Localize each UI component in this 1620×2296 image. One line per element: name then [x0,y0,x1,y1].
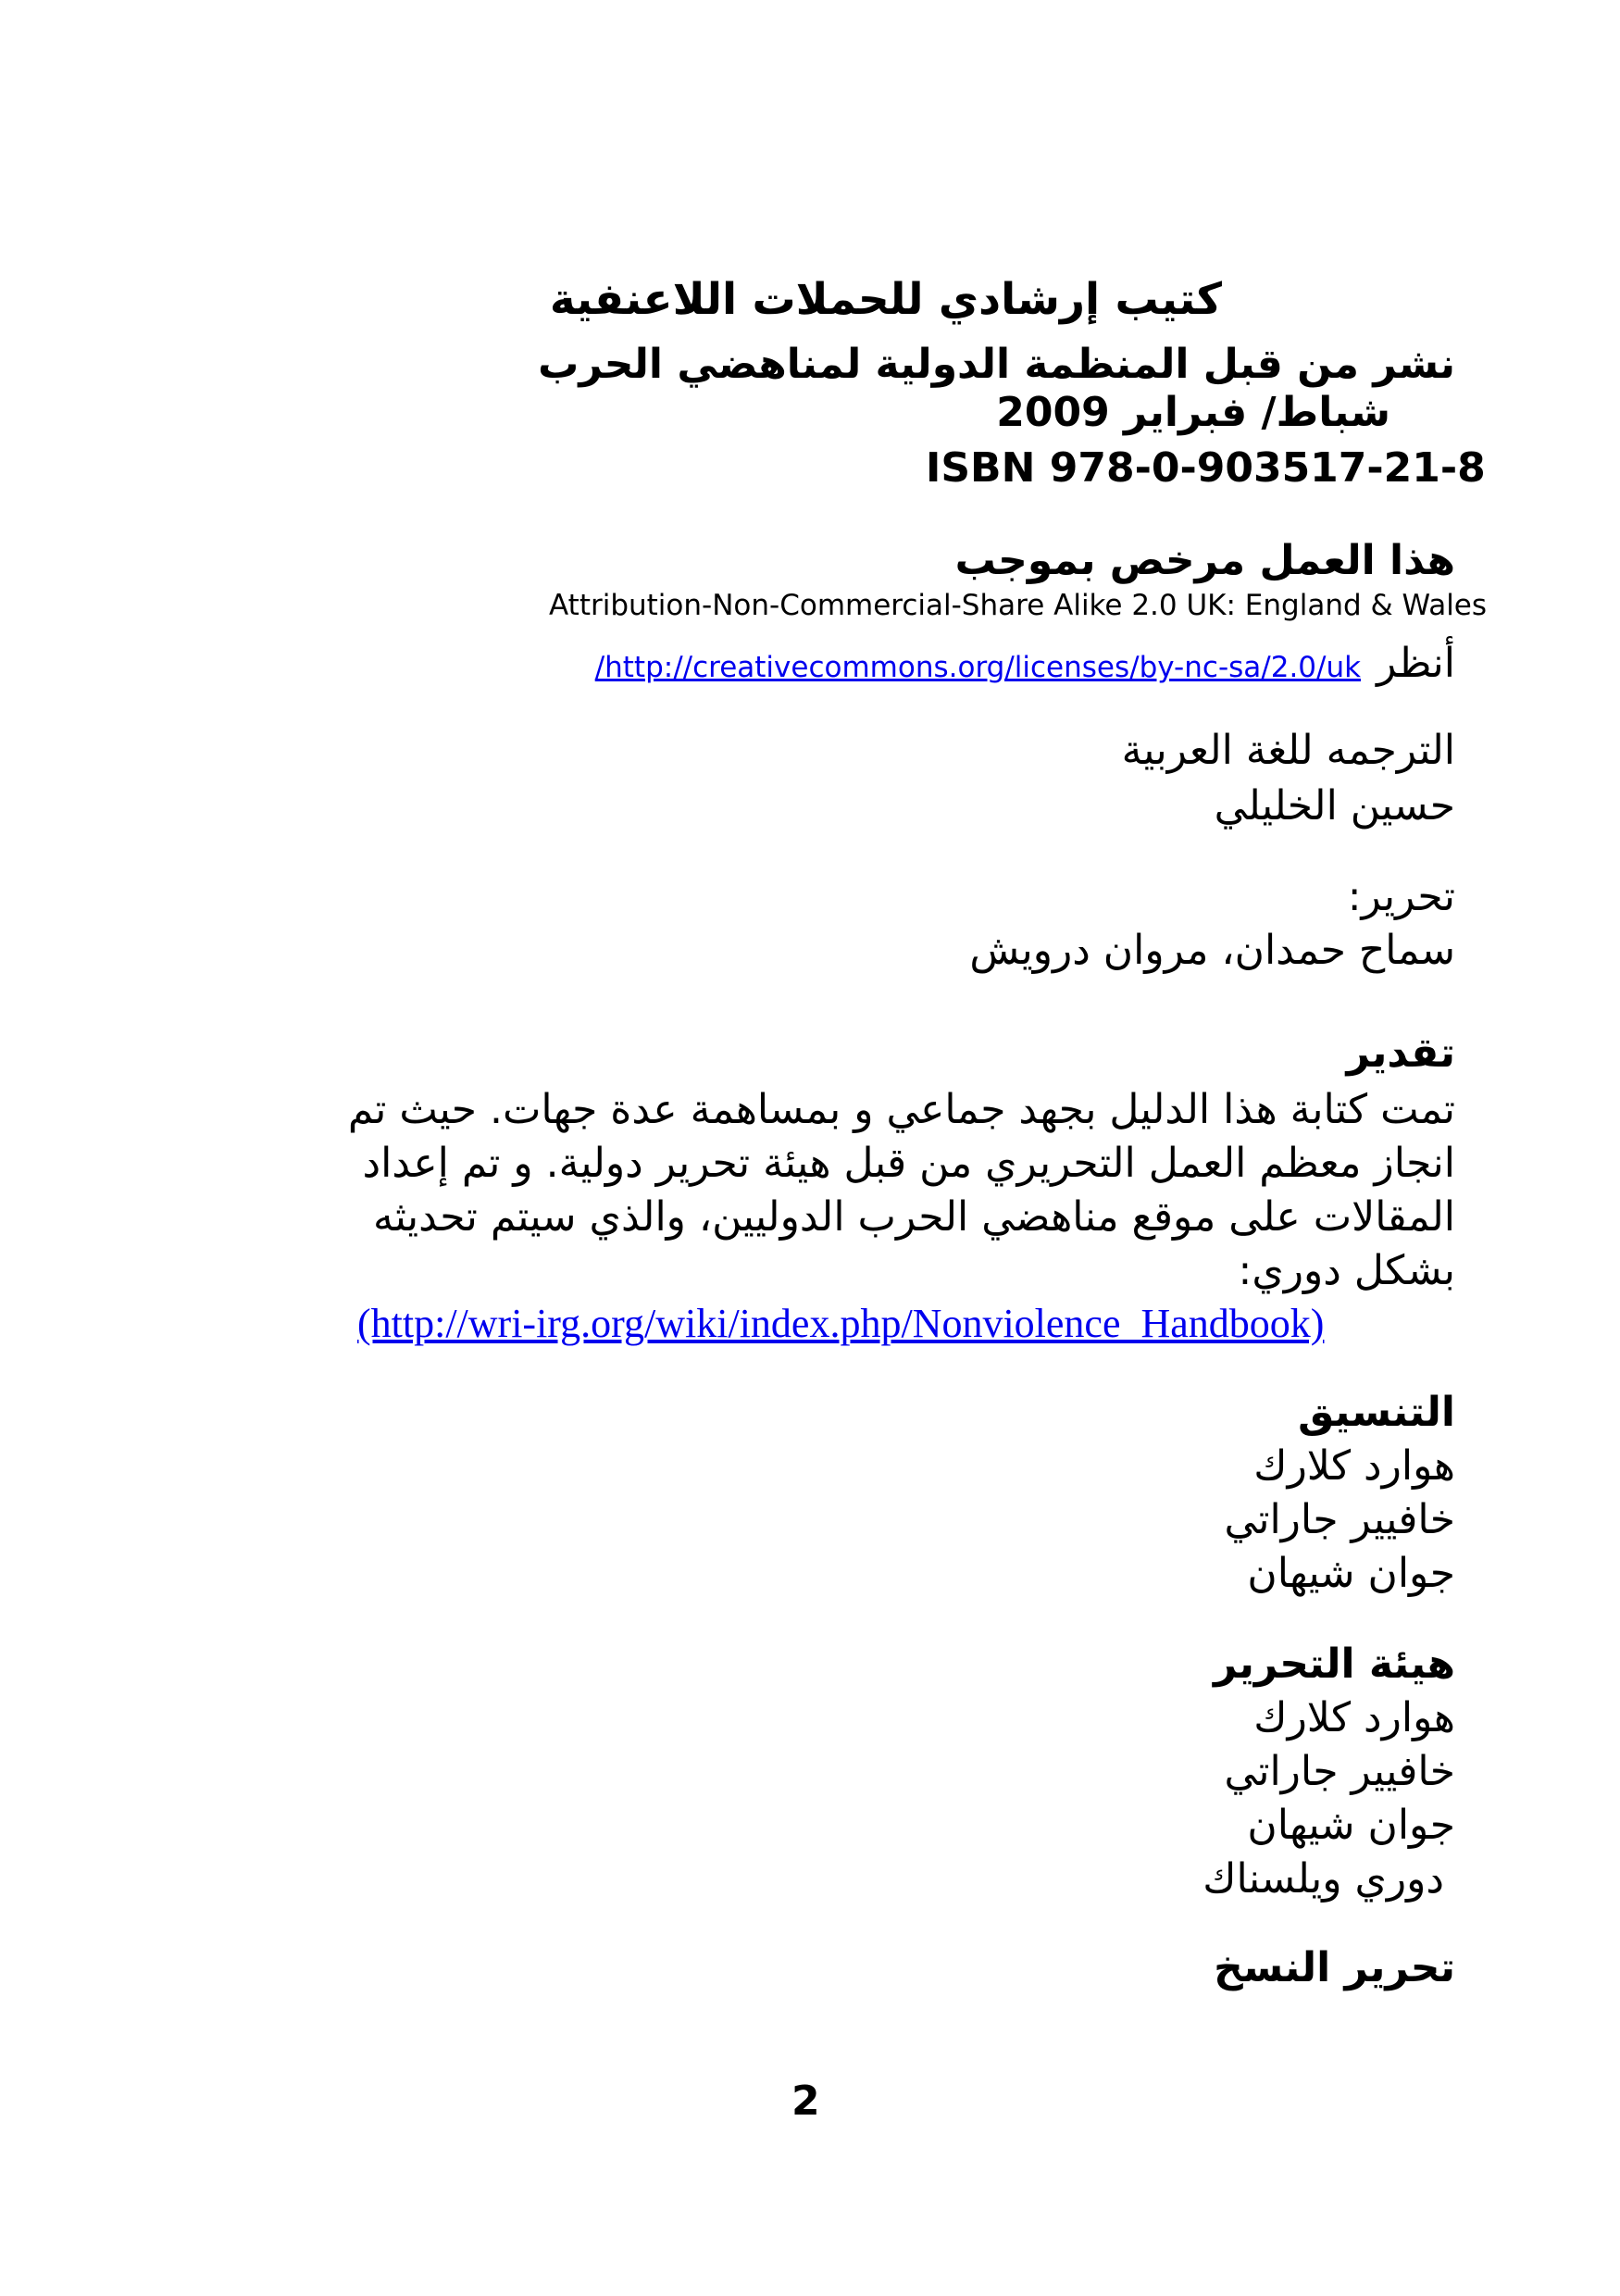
board-name-4: دوري ويلسناك [1203,1855,1444,1903]
license-name: Attribution-Non-Commercial-Share Alike 2.0 UK: England & Wales [549,589,1488,622]
license-see-line [595,637,1455,691]
credits-line-3: المقالات على موقع مناهضي الحرب الدوليين، والذي سيتم تحديثه [372,1193,1455,1241]
board-name-1: هوارد كلارك [1253,1694,1455,1741]
editing-label: تحرير: [1347,873,1455,920]
wiki-link[interactable]: (http://wri-irg.org/wiki/index.php/Nonviolence_Handbook) [357,1301,1325,1346]
document-title: كتيب إرشادي للحملات اللاعنفية [549,274,1222,325]
license-link[interactable]: /http://creativecommons.org/licenses/by-nc-sa/2.0/uk [594,651,1362,684]
coordination-name-1: هوارد كلارك [1253,1442,1455,1490]
see-label: أنظر [1377,640,1455,687]
copy-edit-heading: تحرير النسخ [1214,1944,1455,1991]
board-name-3: جوان شيهان [1247,1802,1455,1849]
isbn: ISBN 978-0-903517-21-8 [926,444,1486,492]
credits-line-4: بشكل دوري: [1238,1247,1455,1294]
board-heading: هيئة التحرير [1214,1641,1455,1688]
publisher-line: نشر من قبل المنظمة الدولية لمناهضي الحرب [538,341,1455,388]
editors-names: سماح حمدان، مروان درويش [969,927,1455,974]
board-name-2: خافيير جاراتي [1224,1748,1455,1795]
coordination-name-3: جوان شيهان [1247,1550,1455,1597]
credits-line-2: انجاز معظم العمل التحريري من قبل هيئة تحرير دولية. و تم إعداد [362,1140,1455,1187]
coordination-heading: التنسيق [1298,1389,1455,1436]
coordination-name-2: خافيير جاراتي [1224,1496,1455,1543]
translation-label: الترجمه للغة العربية [1121,727,1455,774]
translator-name: حسين الخليلي [1214,782,1455,830]
license-heading: هذا العمل مرخص بموجب [954,537,1455,584]
page-number: 2 [791,2078,820,2125]
credits-line-1: تمت كتابة هذا الدليل بجهد جماعي و بمساهمة عدة جهات. حيث تم [347,1086,1455,1133]
credits-heading: تقدير [1346,1029,1455,1077]
date-line: شباط/ فبراير 2009 [996,389,1390,436]
